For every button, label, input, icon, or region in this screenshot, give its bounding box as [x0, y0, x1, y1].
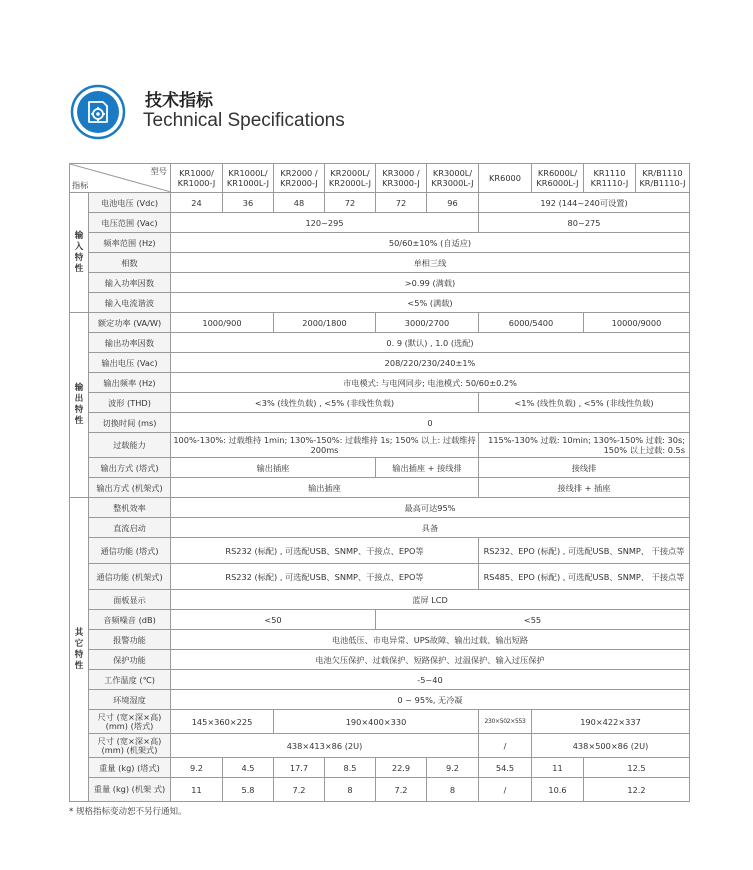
table-row: [70, 630, 690, 650]
table-row: [70, 273, 690, 293]
model-header: KR1000/ KR1000-J: [171, 164, 223, 193]
corner-spec-label: 指标: [72, 180, 89, 190]
table-cell: 17.7: [274, 758, 325, 778]
row-label: 过载能力: [89, 433, 171, 458]
table-cell: 电池低压、市电异常、UPS故障、输出过载、输出短路: [171, 630, 690, 650]
table-row: [70, 478, 690, 498]
table-cell: 115%-130% 过载: 10min; 130%-150% 过载: 30s; 150% 以上过载: 0.5s: [479, 433, 690, 458]
corner-model-label: 型号: [150, 166, 167, 176]
table-row: [70, 293, 690, 313]
table-row: [70, 313, 690, 333]
group-other-label: 其 它 特 性: [70, 498, 89, 802]
table-row: [70, 690, 690, 710]
table-cell: 3000/2700: [376, 313, 479, 333]
row-label: 输出电压 (Vac): [89, 353, 171, 373]
header-corner: [70, 164, 171, 193]
table-cell: >0.99 (满载): [171, 273, 690, 293]
table-cell: 12.5: [584, 758, 690, 778]
table-row: [70, 253, 690, 273]
table-cell: <50: [171, 610, 376, 630]
table-header-row: [70, 164, 690, 193]
table-cell: 输出插座 + 接线排: [376, 458, 479, 478]
table-row: [70, 373, 690, 393]
table-cell: 12.2: [584, 778, 690, 802]
table-row: [70, 610, 690, 630]
table-cell: 市电模式: 与电网同步; 电池模式: 50/60±0.2%: [171, 373, 690, 393]
table-cell: 最高可达95%: [171, 498, 690, 518]
table-cell: RS232、EPO (标配) , 可选配USB、SNMP、 干接点等: [479, 538, 690, 564]
table-cell: 190×422×337: [532, 710, 690, 734]
table-cell: 22.9: [376, 758, 427, 778]
row-label: 直流启动: [89, 518, 171, 538]
table-cell: 0. 9 (默认) , 1.0 (选配): [171, 333, 690, 353]
table-cell: <5% (满载): [171, 293, 690, 313]
table-cell: 72: [376, 193, 427, 213]
table-row: [70, 353, 690, 373]
row-label: 面板显示: [89, 590, 171, 610]
row-label: 通信功能 (机架式): [89, 564, 171, 590]
table-cell: /: [479, 734, 532, 758]
table-cell: 输出插座: [171, 458, 376, 478]
table-row: [70, 564, 690, 590]
table-cell: RS232 (标配) , 可选配USB、SNMP、干接点、EPO等: [171, 538, 479, 564]
table-row: [70, 413, 690, 433]
table-cell: 438×500×86 (2U): [532, 734, 690, 758]
spec-table: [69, 163, 690, 802]
table-cell: <55: [376, 610, 690, 630]
table-row: [70, 778, 690, 802]
table-cell: 230×502×553: [479, 710, 532, 734]
row-label: 整机效率: [89, 498, 171, 518]
table-cell: 7.2: [376, 778, 427, 802]
table-cell: RS485、EPO (标配) , 可选配USB、SNMP、 干接点等: [479, 564, 690, 590]
gear-document-icon: [70, 84, 126, 140]
model-header: KR1110 KR1110-J: [584, 164, 636, 193]
table-cell: 36: [223, 193, 274, 213]
table-cell: 48: [274, 193, 325, 213]
row-label: 重量 (kg) (塔式): [89, 758, 171, 778]
table-cell: 11: [532, 758, 584, 778]
table-cell: 54.5: [479, 758, 532, 778]
table-cell: 100%-130%: 过载维持 1min; 130%-150%: 过载维持 1s; 150% 以上: 过载维持 200ms: [171, 433, 479, 458]
table-cell: 4.5: [223, 758, 274, 778]
table-row: [70, 538, 690, 564]
table-row: [70, 670, 690, 690]
model-header: KR1000L/ KR1000L-J: [223, 164, 274, 193]
table-cell: 蓝屏 LCD: [171, 590, 690, 610]
model-header: KR6000L/ KR6000L-J: [532, 164, 584, 193]
table-row: [70, 734, 690, 758]
table-cell: 145×360×225: [171, 710, 274, 734]
table-cell: 72: [325, 193, 376, 213]
row-label: 输入电流谐波: [89, 293, 171, 313]
table-cell: 5.8: [223, 778, 274, 802]
table-cell: 50/60±10% (自适应): [171, 233, 690, 253]
row-label: 尺寸 (宽×深×高) (mm) (机架式): [89, 734, 171, 758]
table-cell: 24: [171, 193, 223, 213]
model-header: KR6000: [479, 164, 532, 193]
table-cell: 8: [427, 778, 479, 802]
table-row: [70, 590, 690, 610]
row-label: 尺寸 (宽×深×高) (mm) (塔式): [89, 710, 171, 734]
row-label: 波形 (THD): [89, 393, 171, 413]
table-cell: 8.5: [325, 758, 376, 778]
table-cell: 接线排: [479, 458, 690, 478]
table-row: [70, 193, 690, 213]
table-cell: 8: [325, 778, 376, 802]
group-input-label: 输 入 特 性: [70, 193, 89, 313]
row-label: 工作温度 (℃): [89, 670, 171, 690]
table-cell: 11: [171, 778, 223, 802]
table-cell: 接线排 + 插座: [479, 478, 690, 498]
table-cell: <3% (线性负载) , <5% (非线性负载): [171, 393, 479, 413]
table-cell: RS232 (标配) , 可选配USB、SNMP、干接点、EPO等: [171, 564, 479, 590]
table-row: [70, 498, 690, 518]
table-cell: 0 ~ 95%, 无冷凝: [171, 690, 690, 710]
table-cell: 192 (144~240可设置): [479, 193, 690, 213]
page-title-en: Technical Specifications: [143, 110, 345, 131]
model-header: KR2000L/ KR2000L-J: [325, 164, 376, 193]
row-label: 频率范围 (Hz): [89, 233, 171, 253]
table-cell: 单相三线: [171, 253, 690, 273]
table-cell: 96: [427, 193, 479, 213]
row-label: 输出方式 (机架式): [89, 478, 171, 498]
model-header: KR/B1110 KR/B1110-J: [636, 164, 690, 193]
row-label: 输入功率因数: [89, 273, 171, 293]
model-header: KR3000 / KR3000-J: [376, 164, 427, 193]
table-cell: <1% (线性负载) , <5% (非线性负载): [479, 393, 690, 413]
table-cell: 1000/900: [171, 313, 274, 333]
table-row: [70, 333, 690, 353]
row-label: 电池电压 (Vdc): [89, 193, 171, 213]
table-row: [70, 458, 690, 478]
row-label: 额定功率 (VA/W): [89, 313, 171, 333]
table-cell: /: [479, 778, 532, 802]
page-title-zh: 技术指标: [145, 91, 213, 111]
table-cell: 0: [171, 413, 690, 433]
row-label: 重量 (kg) (机架 式): [89, 778, 171, 802]
table-cell: 输出插座: [171, 478, 479, 498]
table-cell: 9.2: [427, 758, 479, 778]
group-output-label: 输 出 特 性: [70, 313, 89, 498]
table-cell: 2000/1800: [274, 313, 376, 333]
table-cell: 10.6: [532, 778, 584, 802]
row-label: 输出方式 (塔式): [89, 458, 171, 478]
row-label: 输出功率因数: [89, 333, 171, 353]
table-row: [70, 213, 690, 233]
table-row: [70, 518, 690, 538]
table-row: [70, 433, 690, 458]
table-cell: 9.2: [171, 758, 223, 778]
table-cell: 7.2: [274, 778, 325, 802]
table-cell: 10000/9000: [584, 313, 690, 333]
row-label: 输出频率 (Hz): [89, 373, 171, 393]
table-cell: 电池欠压保护、过载保护、短路保护、过温保护、输入过压保护: [171, 650, 690, 670]
row-label: 环境湿度: [89, 690, 171, 710]
table-row: [70, 758, 690, 778]
table-cell: 120~295: [171, 213, 479, 233]
table-cell: 208/220/230/240±1%: [171, 353, 690, 373]
table-cell: 6000/5400: [479, 313, 584, 333]
table-cell: 80~275: [479, 213, 690, 233]
table-row: [70, 393, 690, 413]
table-cell: 190×400×330: [274, 710, 479, 734]
row-label: 电压范围 (Vac): [89, 213, 171, 233]
table-row: [70, 233, 690, 253]
table-row: [70, 710, 690, 734]
table-cell: 438×413×86 (2U): [171, 734, 479, 758]
model-header: KR2000 / KR2000-J: [274, 164, 325, 193]
row-label: 报警功能: [89, 630, 171, 650]
table-cell: -5~40: [171, 670, 690, 690]
table-row: [70, 650, 690, 670]
row-label: 保护功能: [89, 650, 171, 670]
row-label: 切换时间 (ms): [89, 413, 171, 433]
row-label: 相数: [89, 253, 171, 273]
row-label: 音频噪音 (dB): [89, 610, 171, 630]
footnote: * 规格指标变动恕不另行通知。: [69, 807, 187, 817]
row-label: 通信功能 (塔式): [89, 538, 171, 564]
model-header: KR3000L/ KR3000L-J: [427, 164, 479, 193]
table-cell: 具备: [171, 518, 690, 538]
